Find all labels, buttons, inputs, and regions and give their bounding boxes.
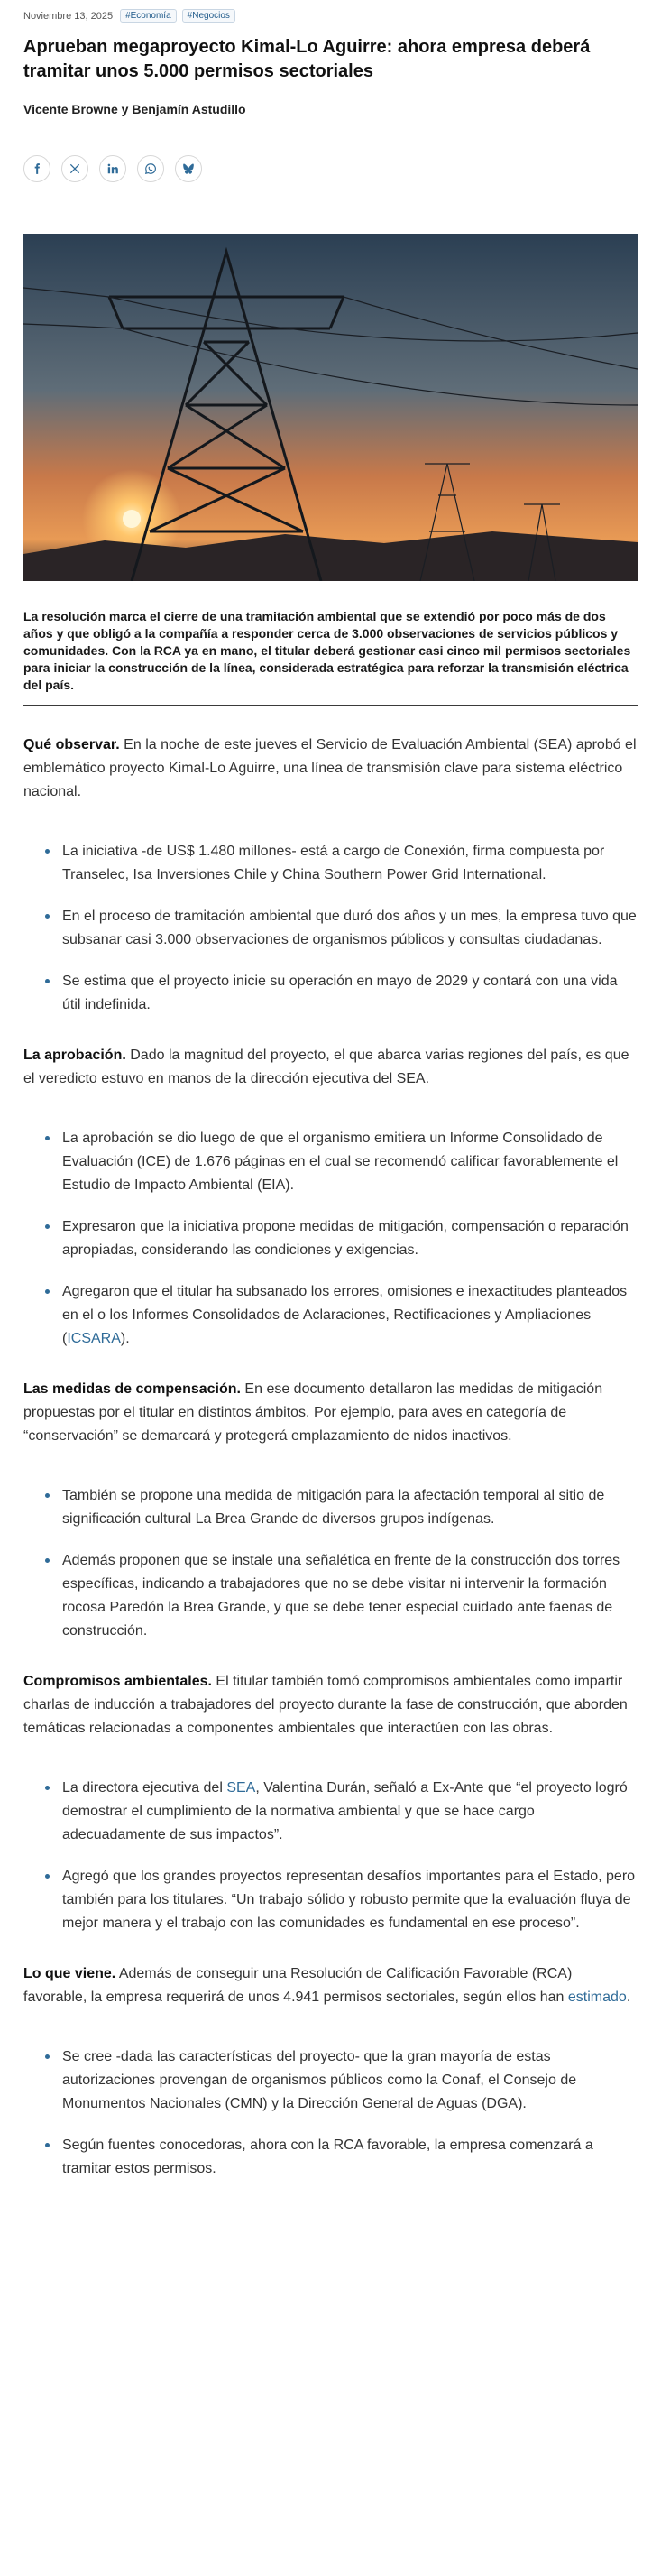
list-item: Se cree -dada las características del proyecto- que la gran mayoría de estas autorizaciones provengan de organismos públicos como la Conaf, el Consejo de Monumentos Nacionales (CMN) y la Dirección General de Aguas (DGA). <box>62 2045 638 2116</box>
linkedin-share-button[interactable] <box>99 155 126 182</box>
list-item-text: , Valentina Durán, señaló a Ex-Ante que “el proyecto logró demostrar el cumplimiento de la normativa ambiental y que se hace cargo adecuadamente de sus impactos”. <box>62 1780 628 1842</box>
bluesky-share-button[interactable] <box>175 155 202 182</box>
list-item: La iniciativa -de US$ 1.480 millones- está a cargo de Conexión, firma compuesta por Transelec, Isa Inversiones Chile y China Southern Power Grid International. <box>62 840 638 887</box>
list-item: La aprobación se dio luego de que el organismo emitiera un Informe Consolidado de Evaluación (ICE) de 1.676 páginas en el cual se recomendó calificar favorablemente el Estudio de Impacto Ambiental (EIA). <box>62 1127 638 1197</box>
estimado-link[interactable]: estimado <box>567 1990 627 2005</box>
list-item: En el proceso de tramitación ambiental que duró dos años y un mes, la empresa tuvo que subsanar casi 3.000 observaciones de organismos públicos y consultas ciudadanas. <box>62 905 638 952</box>
x-icon <box>69 162 81 175</box>
linkedin-icon <box>106 162 119 175</box>
section-compromisos-ambientales <box>23 1670 638 1740</box>
whatsapp-icon <box>144 162 157 175</box>
section-text: Además de conseguir una Resolución de Calificación Favorable (RCA) favorable, la empresa requerirá de unos 4.941 permisos sectoriales, según ellos han <box>23 1966 573 2005</box>
bullet-list <box>23 2045 638 2181</box>
facebook-icon <box>31 162 43 175</box>
icsara-link[interactable]: ICSARA <box>67 1331 121 1346</box>
list-item <box>62 1777 638 1847</box>
section-que-observar <box>23 734 638 804</box>
section-la-aprobacion <box>23 1044 638 1091</box>
facebook-share-button[interactable] <box>23 155 50 182</box>
list-item: Expresaron que la iniciativa propone medidas de mitigación, compensación o reparación apropiadas, considerando las condiciones y exigencias. <box>62 1215 638 1262</box>
list-item: Según fuentes conocedoras, ahora con la RCA favorable, la empresa comenzará a tramitar estos permisos. <box>62 2134 638 2181</box>
list-item-text: La directora ejecutiva del <box>62 1780 227 1796</box>
tag-economia[interactable]: #Economía <box>120 9 177 23</box>
section-label: Lo que viene. <box>23 1966 116 1981</box>
list-item: También se propone una medida de mitigación para la afectación temporal al sitio de significación cultural La Brea Grande de diversos grupos indígenas. <box>62 1484 638 1531</box>
tag-negocios[interactable]: #Negocios <box>182 9 235 23</box>
list-item: Además proponen que se instale una señalética en frente de la construcción dos torres específicas, indicando a trabajadores que no se debe visitar ni intervenir la formación rocosa Paredón la Brea Grande, y que se debe tener especial cuidado ante faenas de construcción. <box>62 1549 638 1643</box>
list-item: Se estima que el proyecto inicie su operación en mayo de 2029 y contará con una vida útil indefinida. <box>62 970 638 1017</box>
article-authors[interactable]: Vicente Browne y Benjamín Astudillo <box>23 102 246 116</box>
list-item-text: Agregaron que el titular ha subsanado los errores, omisiones e inexactitudes planteados en el o los Informes Consolidados de Aclaraciones, Rectificaciones y Ampliaciones ( <box>62 1284 628 1346</box>
list-item: Agregó que los grandes proyectos representan desafíos importantes para el Estado, pero también para los titulares. “Un trabajo sólido y robusto permite que la evaluación fluya de mejor manera y el trabajo con las comunidades es fundamental en ese proceso”. <box>62 1865 638 1935</box>
section-lo-que-viene <box>23 1962 638 2009</box>
section-label: Compromisos ambientales. <box>23 1674 212 1689</box>
bullet-list <box>23 840 638 1017</box>
list-item-text: ). <box>120 1331 130 1346</box>
bluesky-icon <box>182 162 195 175</box>
share-bar <box>23 155 638 182</box>
sea-link[interactable]: SEA <box>226 1780 256 1796</box>
section-text: En ese documento detallaron las medidas de mitigación propuestas por el titular en distintos ámbitos. Por ejemplo, para aves en categoría de “conservación” se demarcará y protegerá emplazamiento de nidos inactivos. <box>23 1381 603 1444</box>
article-title: Aprueban megaproyecto Kimal-Lo Aguirre: ahora empresa deberá tramitar unos 5.000 permisos sectoriales <box>23 37 591 81</box>
list-item <box>62 1280 638 1351</box>
section-label: Qué observar. <box>23 737 120 752</box>
whatsapp-share-button[interactable] <box>137 155 164 182</box>
section-label: Las medidas de compensación. <box>23 1381 241 1397</box>
section-text: . <box>626 1990 631 2005</box>
section-medidas-compensacion <box>23 1378 638 1448</box>
section-text: Dado la magnitud del proyecto, el que abarca varias regiones del país, es que el veredicto estuvo en manos de la dirección ejecutiva del SEA. <box>23 1048 629 1086</box>
article-meta <box>23 0 638 23</box>
section-text: El titular también tomó compromisos ambientales como impartir charlas de inducción a trabajadores del proyecto durante la fase de construcción, que aborden temáticas relacionadas a componentes ambientales que interactúen con las obras. <box>23 1674 628 1736</box>
publish-date: Noviembre 13, 2025 <box>23 10 114 22</box>
article-lead: La resolución marca el cierre de una tramitación ambiental que se extendió por poco más de dos años y que obligó a la compañía a responder cerca de 3.000 observaciones de servicios públicos y comunidades. Con la RCA ya en mano, el titular deberá gestionar casi cinco mil permisos sectoriales para iniciar la construcción de la línea, considerada estratégica para reforzar la transmisión eléctrica del país. <box>23 608 638 706</box>
section-text: En la noche de este jueves el Servicio de Evaluación Ambiental (SEA) aprobó el emblemático proyecto Kimal-Lo Aguirre, una línea de transmisión clave para sistema eléctrico nacional. <box>23 737 637 799</box>
bullet-list <box>23 1777 638 1935</box>
x-share-button[interactable] <box>61 155 88 182</box>
bullet-list <box>23 1484 638 1643</box>
section-label: La aprobación. <box>23 1048 126 1063</box>
bullet-list <box>23 1127 638 1351</box>
hero-image <box>23 234 638 581</box>
